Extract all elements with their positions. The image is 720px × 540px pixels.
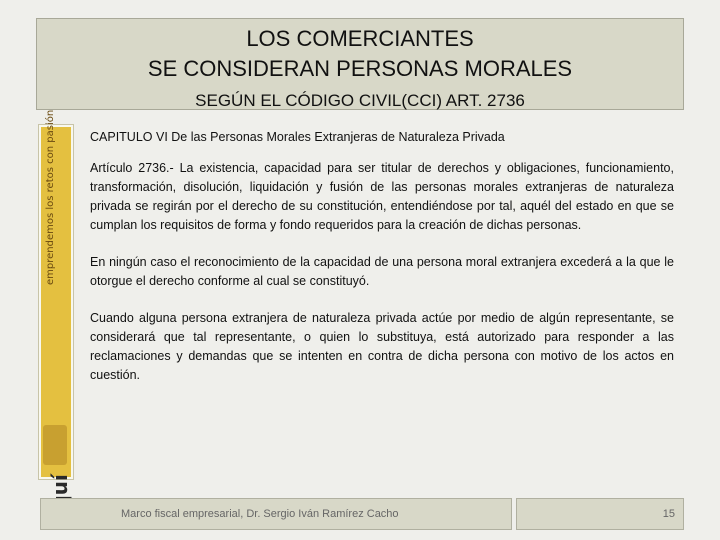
footer-author: Marco fiscal empresarial, Dr. Sergio Iván Ramírez Cacho: [40, 498, 512, 530]
slide-title-line-2: SE CONSIDERAN PERSONAS MORALES: [147, 56, 573, 81]
title-box: [36, 18, 684, 110]
page-number: 15: [516, 498, 684, 530]
slide-title-line-1: LOS COMERCIANTES: [246, 26, 474, 51]
main-content: [90, 128, 674, 403]
article-paragraph-1: Artículo 2736.- La existencia, capacidad para ser titular de derechos y obligaciones, funcionamiento, transformación, disolución, liquidación y fusión de las personas morales extranjeras de naturaleza privada se regirán por el derecho de su constitución, entendiéndose por tal, aquél del estado en que se cumplan los requisitos de forma y fondo requeridos para la creación de dichas personas.: [90, 161, 674, 232]
logo-icon: [43, 425, 67, 465]
chapter-heading: CAPITULO VI De las Personas Morales Extranjeras de Naturaleza Privada: [90, 130, 505, 144]
article-paragraph-2: En ningún caso el reconocimiento de la capacidad de una persona moral extranjera excederá a la que le otorgue el derecho conforme al cual se constituyó.: [90, 255, 674, 288]
sidebar-banner: [38, 109, 74, 480]
article-paragraph-3: Cuando alguna persona extranjera de naturaleza privada actúe por medio de algún representante, se considerará que tal representante, o quien lo substituya, está autorizado para responder a las reclamaciones y demandas que se intenten en contra de dicha persona con motivo de los actos en cuestión.: [90, 311, 674, 382]
banner-tagline: emprendemos los retos con pasión: [45, 109, 56, 285]
slide-subtitle: SEGÚN EL CÓDIGO CIVIL(CCI) ART. 2736: [195, 91, 525, 110]
